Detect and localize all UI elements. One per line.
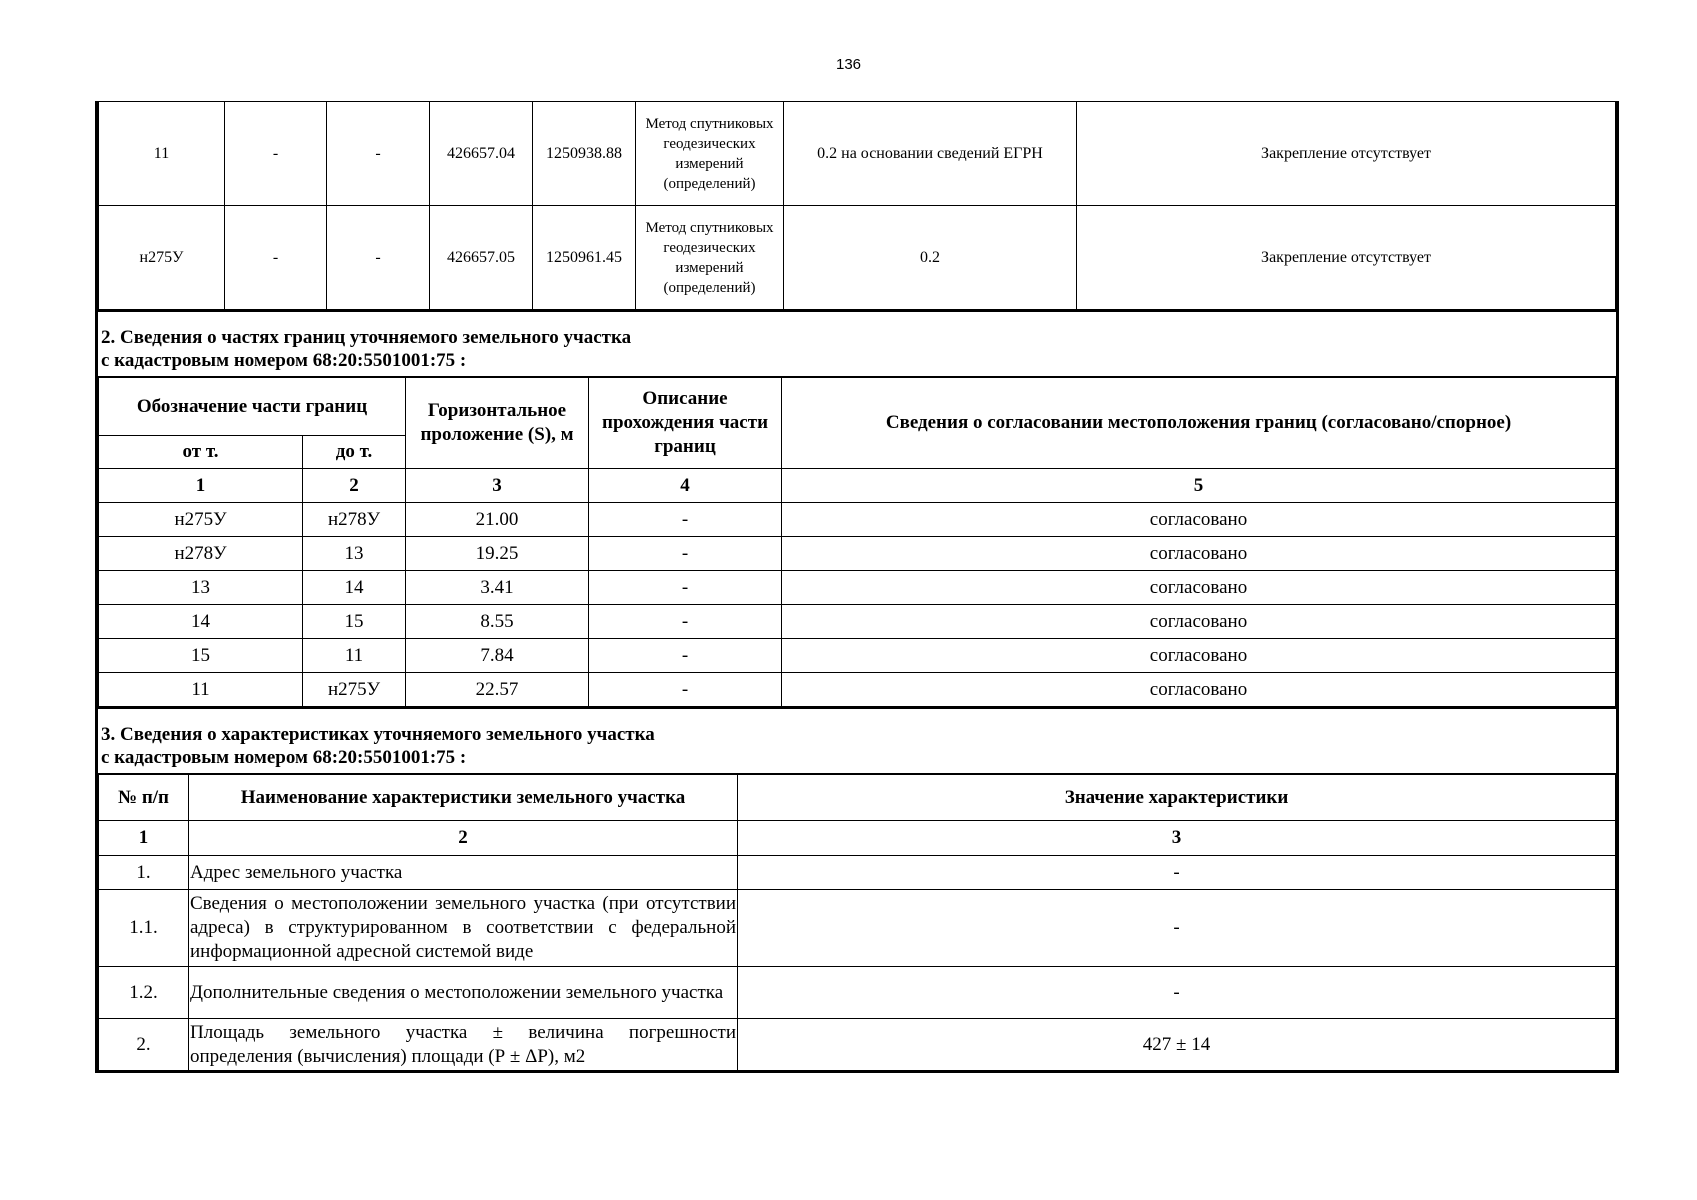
- column-number: 3: [738, 821, 1616, 856]
- distance: 8.55: [406, 605, 589, 639]
- point-old-y: -: [327, 102, 430, 206]
- header-from: от т.: [99, 436, 303, 469]
- column-number: 1: [99, 821, 189, 856]
- point-name: н275У: [99, 206, 225, 310]
- characteristic-value: 427 ± 14: [738, 1019, 1616, 1071]
- agreement: согласовано: [782, 673, 1616, 707]
- point-accuracy: 0.2: [784, 206, 1077, 310]
- to-point: н278У: [303, 503, 406, 537]
- to-point: 11: [303, 639, 406, 673]
- agreement: согласовано: [782, 571, 1616, 605]
- description: -: [589, 537, 782, 571]
- points-table: [98, 101, 1616, 310]
- header-description: Описание прохождения части границ: [589, 378, 782, 469]
- point-method: Метод спутниковых геодезических измерений (определений): [636, 102, 784, 206]
- page-number: 136: [835, 56, 862, 73]
- agreement: согласовано: [782, 537, 1616, 571]
- point-fixing: Закрепление отсутствует: [1077, 206, 1616, 310]
- distance: 7.84: [406, 639, 589, 673]
- column-numbers-row: [99, 469, 1616, 503]
- table-row: [99, 856, 1616, 890]
- table-row: [99, 206, 1616, 310]
- boundary-parts-table: [98, 377, 1616, 707]
- point-old-y: -: [327, 206, 430, 310]
- agreement: согласовано: [782, 503, 1616, 537]
- agreement: согласовано: [782, 639, 1616, 673]
- table-header-row: [99, 378, 1616, 436]
- column-number: 4: [589, 469, 782, 503]
- description: -: [589, 639, 782, 673]
- row-number: 1.2.: [99, 967, 189, 1019]
- column-number: 5: [782, 469, 1616, 503]
- table-row: [99, 890, 1616, 967]
- point-name: 11: [99, 102, 225, 206]
- header-name: Наименование характеристики земельного участка: [189, 775, 738, 821]
- characteristic-name: Сведения о местоположении земельного участка (при отсутствии адреса) в структурированном в соответствии с федеральной информационной адресной системой виде: [189, 890, 738, 967]
- column-number: 2: [189, 821, 738, 856]
- header-horizontal: Горизонтальное проложение (S), м: [406, 378, 589, 469]
- distance: 22.57: [406, 673, 589, 707]
- point-y: 1250961.45: [533, 206, 636, 310]
- row-number: 2.: [99, 1019, 189, 1071]
- characteristic-name: Дополнительные сведения о местоположении земельного участка: [189, 967, 738, 1019]
- table-row: [99, 571, 1616, 605]
- characteristics-table: [98, 774, 1616, 1071]
- header-num: № п/п: [99, 775, 189, 821]
- point-y: 1250938.88: [533, 102, 636, 206]
- to-point: н275У: [303, 673, 406, 707]
- section-2-title: [98, 310, 1616, 377]
- description: -: [589, 673, 782, 707]
- row-number: 1.: [99, 856, 189, 890]
- from-point: 13: [99, 571, 303, 605]
- point-fixing: Закрепление отсутствует: [1077, 102, 1616, 206]
- characteristic-value: -: [738, 967, 1616, 1019]
- section-2-title-line1: 2. Сведения о частях границ уточняемого земельного участка: [101, 327, 632, 348]
- table-row: [99, 503, 1616, 537]
- cadastral-sheet: [95, 101, 1619, 1073]
- from-point: 11: [99, 673, 303, 707]
- point-accuracy: 0.2 на основании сведений ЕГРН: [784, 102, 1077, 206]
- table-row: [99, 1019, 1616, 1071]
- from-point: 15: [99, 639, 303, 673]
- table-header-row: [99, 775, 1616, 821]
- header-designation: Обозначение части границ: [99, 378, 406, 436]
- header-agreement: Сведения о согласовании местоположения границ (согласовано/спорное): [782, 378, 1616, 469]
- section-3-title-line2: с кадастровым номером 68:20:5501001:75 :: [101, 747, 467, 768]
- point-method: Метод спутниковых геодезических измерений (определений): [636, 206, 784, 310]
- column-number: 2: [303, 469, 406, 503]
- distance: 19.25: [406, 537, 589, 571]
- point-old-x: -: [225, 102, 327, 206]
- description: -: [589, 605, 782, 639]
- table-row: [99, 537, 1616, 571]
- to-point: 14: [303, 571, 406, 605]
- row-number: 1.1.: [99, 890, 189, 967]
- agreement: согласовано: [782, 605, 1616, 639]
- description: -: [589, 571, 782, 605]
- point-x: 426657.05: [430, 206, 533, 310]
- table-row: [99, 967, 1616, 1019]
- section-2-title-line2: с кадастровым номером 68:20:5501001:75 :: [101, 350, 467, 371]
- table-row: [99, 102, 1616, 206]
- from-point: н275У: [99, 503, 303, 537]
- section-3-title: [98, 707, 1616, 774]
- from-point: н278У: [99, 537, 303, 571]
- header-to: до т.: [303, 436, 406, 469]
- table-row: [99, 639, 1616, 673]
- description: -: [589, 503, 782, 537]
- to-point: 15: [303, 605, 406, 639]
- distance: 3.41: [406, 571, 589, 605]
- characteristic-value: -: [738, 890, 1616, 967]
- point-x: 426657.04: [430, 102, 533, 206]
- header-value: Значение характеристики: [738, 775, 1616, 821]
- characteristic-value: -: [738, 856, 1616, 890]
- table-row: [99, 673, 1616, 707]
- characteristic-name: Адрес земельного участка: [189, 856, 738, 890]
- column-number: 3: [406, 469, 589, 503]
- characteristic-name: Площадь земельного участка ± величина погрешности определения (вычисления) площади (Р ± ΔР), м2: [189, 1019, 738, 1071]
- section-3-title-line1: 3. Сведения о характеристиках уточняемого земельного участка: [101, 724, 655, 745]
- point-old-x: -: [225, 206, 327, 310]
- from-point: 14: [99, 605, 303, 639]
- column-number: 1: [99, 469, 303, 503]
- distance: 21.00: [406, 503, 589, 537]
- to-point: 13: [303, 537, 406, 571]
- table-row: [99, 605, 1616, 639]
- column-numbers-row: [99, 821, 1616, 856]
